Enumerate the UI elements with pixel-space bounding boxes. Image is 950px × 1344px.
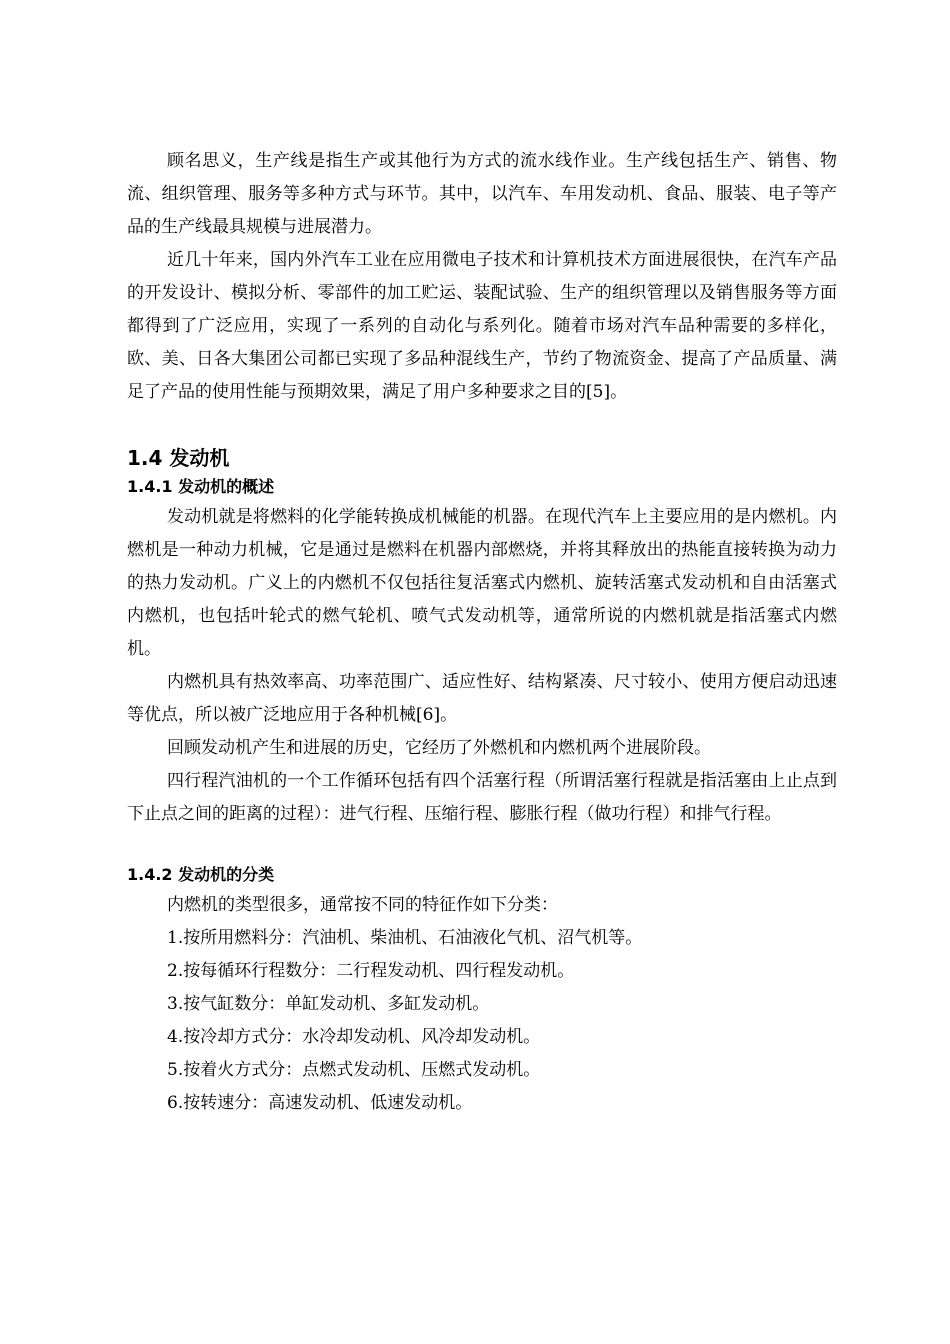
intro-paragraph-2: 近几十年来，国内外汽车工业在应用微电子技术和计算机技术方面进展很快，在汽车产品的开发设计、模拟分析、零部件的加工贮运、装配试验、生产的组织管理以及销售服务等方面都得到了广泛应用，实现了一系列的自动化与系列化。随着市场对汽车品种需要的多样化，欧、美、日各大集团公司都已实现了多品种混线生产，节约了物流资金、提高了产品质量、满足了产品的使用性能与预期效果，满足了用户多种要求之目的[5]。 xyxy=(127,250,837,402)
classification-item: 1.按所用燃料分：汽油机、柴油机、石油液化气机、沼气机等。 xyxy=(167,928,643,948)
classification-item: 6.按转速分：高速发动机、低速发动机。 xyxy=(167,1093,473,1113)
section-spacer xyxy=(127,409,837,443)
section-heading-1-4: 1.4 发动机 xyxy=(127,446,230,470)
section-spacer xyxy=(127,831,837,861)
overview-paragraph-1: 发动机就是将燃料的化学能转换成机械能的机器。在现代汽车上主要应用的是内燃机。内燃机是一种动力机械，它是通过是燃料在机器内部燃烧，并将其释放出的热能直接转换为动力的热力发动机。广义上的内燃机不仅包括往复活塞式内燃机、旋转活塞式发动机和自由活塞式内燃机，也包括叶轮式的燃气轮机、喷气式发动机等，通常所说的内燃机就是指活塞式内燃机。 xyxy=(127,507,837,659)
overview-paragraph-3: 回顾发动机产生和进展的历史，它经历了外燃机和内燃机两个进展阶段。 xyxy=(167,738,711,758)
classification-item: 2.按每循环行程数分：二行程发动机、四行程发动机。 xyxy=(167,961,575,981)
classification-item: 5.按着火方式分：点燃式发动机、压燃式发动机。 xyxy=(167,1060,541,1080)
overview-paragraph-4: 四行程汽油机的一个工作循环包括有四个活塞行程（所谓活塞行程就是指活塞由上止点到下止点之间的距离的过程）：进气行程、压缩行程、膨胀行程（做功行程）和排气行程。 xyxy=(127,771,837,824)
subsection-heading-1-4-1: 1.4.1 发动机的概述 xyxy=(127,477,275,496)
classification-item: 3.按气缸数分：单缸发动机、多缸发动机。 xyxy=(167,994,490,1014)
subsection-heading-1-4-2: 1.4.2 发动机的分类 xyxy=(127,865,275,884)
document-page xyxy=(127,145,837,1120)
classification-item: 4.按冷却方式分：水冷却发动机、风冷却发动机。 xyxy=(167,1027,541,1047)
classification-intro: 内燃机的类型很多，通常按不同的特征作如下分类： xyxy=(167,895,558,915)
overview-paragraph-2: 内燃机具有热效率高、功率范围广、适应性好、结构紧凑、尺寸较小、使用方便启动迅速等优点，所以被广泛地应用于各种机械[6]。 xyxy=(127,672,837,725)
intro-paragraph-1: 顾名思义，生产线是指生产或其他行为方式的流水线作业。生产线包括生产、销售、物流、组织管理、服务等多种方式与环节。其中，以汽车、车用发动机、食品、服装、电子等产品的生产线最具规模与进展潜力。 xyxy=(127,151,837,237)
